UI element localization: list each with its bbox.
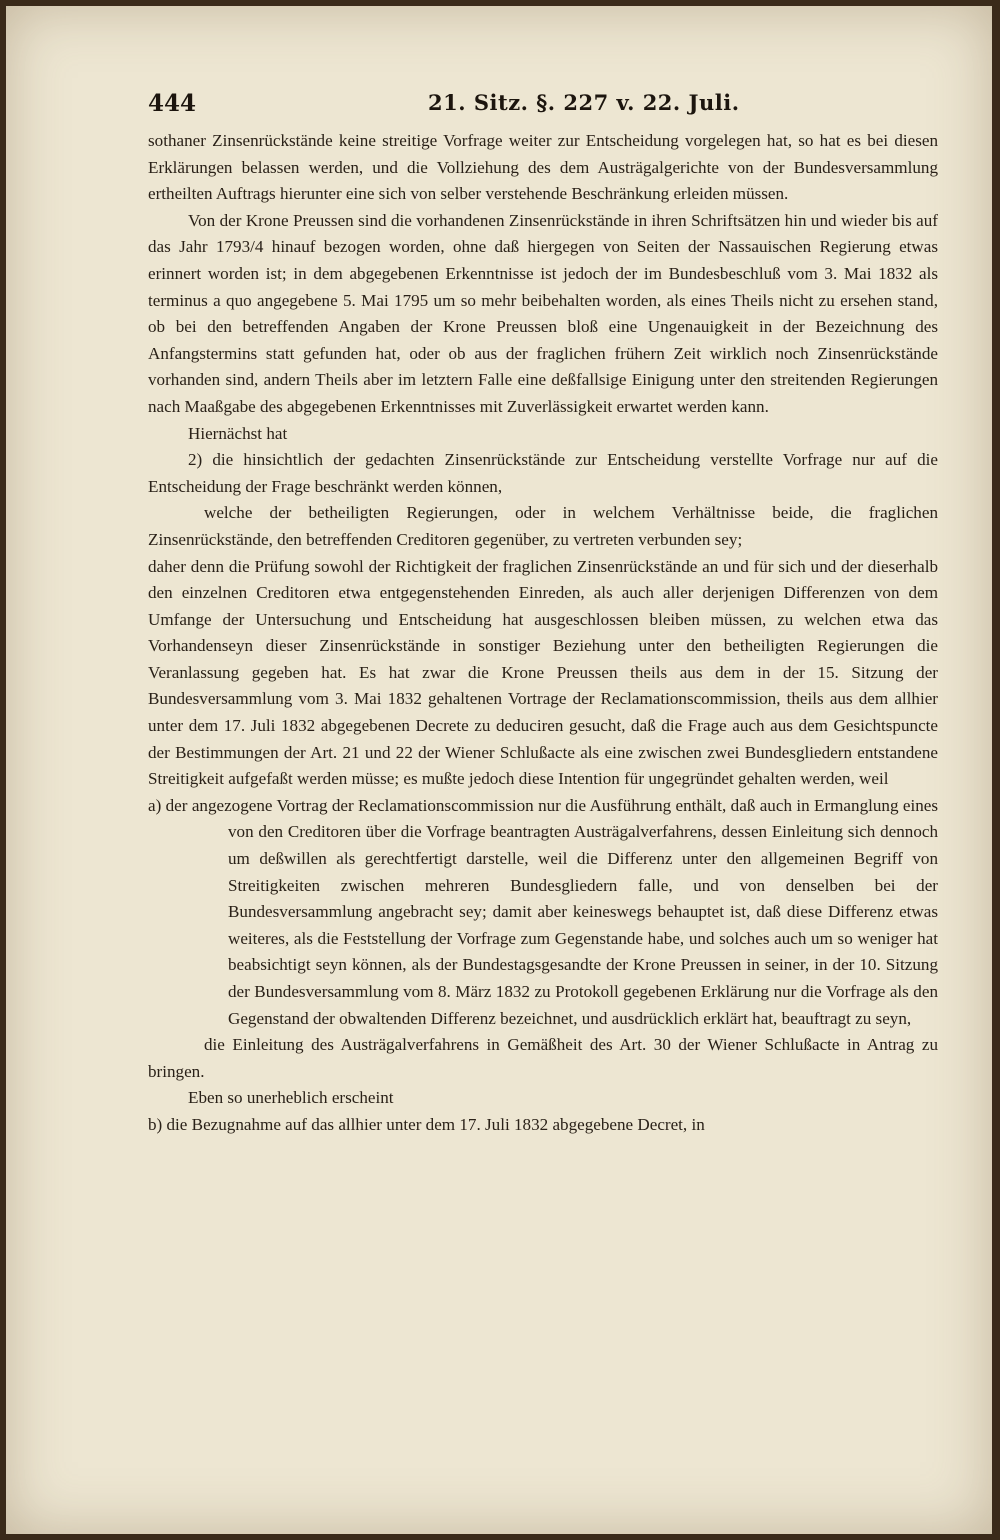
- paragraph: Von der Krone Preussen sind die vorhandenen Zinsenrückstände in ihren Schriftsätzen hin und wieder bis auf das Jahr 1793/4 hinauf bezogen worden, ohne daß hiergegen von Seiten der Nassauischen Regierung etwas erinnert worden ist; in dem abgegebenen Erkenntnisse ist jedoch der im Bundesbeschluß vom 3. Mai 1832 als terminus a quo angegebene 5. Mai 1795 um so mehr beibehalten worden, als eines Theils nicht zu ersehen stand, ob bei den betreffenden Angaben der Krone Preussen bloß eine Ungenauigkeit in der Bezeichnung des Anfangstermins statt gefunden hat, oder ob aus der fraglichen frühern Zeit wirklich noch Zinsenrückstände vorhanden sind, andern Theils aber im letztern Falle eine deßfallsige Einigung unter den streitenden Regierungen nach Maaßgabe des abgegebenen Erkenntnisses mit Zuverlässigkeit erwartet werden kann.: [148, 210, 938, 416]
- list-item-a: a) der angezogene Vortrag der Reclamationscommission nur die Ausführung enthält, daß auch in Ermanglung eines von den Creditoren über die Vorfrage beantragten Austrägalverfahrens, dessen Einleitung sich dennoch um deßwillen als gerechtfertigt darstelle, weil die Differenz unter den allgemeinen Begriff von Streitigkeiten zwischen mehreren Bundesgliedern falle, und von denselben bei der Bundesversammlung angebracht sey; damit aber keineswegs behauptet ist, daß diese Differenz etwas weiteres, als die Feststellung der Vorfrage zum Gegenstande habe, und solches auch um so weniger hat beabsichtigt seyn können, als der Bundestagsgesandte der Krone Preussen in seiner, in der 10. Sitzung der Bundesversammlung vom 8. März 1832 zu Protokoll gegebenen Erklärung nur die Vorfrage als den Gegenstand der obwaltenden Differenz bezeichnet, und ausdrücklich erklärt hat, beauftragt zu seyn,: [148, 795, 938, 1028]
- paragraph-continuation: sothaner Zinsenrückstände keine streitige Vorfrage weiter zur Entscheidung vorgelegen hat, so hat es bei diesen Erklärungen belassen werden, und die Vollziehung des dem Austrägalgerichte von der Bundesversammlung ertheilten Auftrags hierunter eine sich von selber verstehende Beschränkung erleiden müssen.: [148, 131, 938, 204]
- page-number: 444: [148, 90, 197, 117]
- list-item-a-continued: die Einleitung des Austrägalverfahrens in Gemäßheit des Art. 30 der Wiener Schlußacte in Antrag zu bringen.: [148, 1035, 938, 1081]
- paragraph-lead-in: Eben so unerheblich erscheint: [188, 1088, 394, 1108]
- indented-question: welche der betheiligten Regierungen, oder in welchem Verhältnisse beide, die fraglichen Zinsenrückstände, den betreffenden Creditoren gegenüber, zu vertreten verbunden sey;: [148, 503, 938, 549]
- paragraph: daher denn die Prüfung sowohl der Richtigkeit der fraglichen Zinsenrückstände an und für sich und der dieserhalb den einzelnen Creditoren etwa entgegenstehenden Einreden, als auch aller derjenigen Differenzen von dem Umfange der Untersuchung und Entscheidung hat ausgeschlossen bleiben müssen, zu welchen etwa das Vorhandenseyn dieser Zinsenrückstände in sonstiger Beziehung unter den betheiligten Regierungen die Veranlassung gegeben hat. Es hat zwar die Krone Preussen theils aus dem in der 15. Sitzung der Bundesversammlung vom 3. Mai 1832 gehaltenen Vortrage der Reclamationscommission, theils aus dem allhier unter dem 17. Juli 1832 abgegebenen Decrete zu deduciren gesucht, daß die Frage auch aus dem Gesichtspuncte der Bestimmungen der Art. 21 und 22 der Wiener Schlußacte als eine zwischen zwei Bundesgliedern entstandene Streitigkeit aufgefaßt werden müsse; es mußte jedoch diese Intention für ungegründet gehalten werden, weil: [148, 556, 938, 789]
- body-text: [148, 128, 938, 1139]
- document-page: [6, 6, 992, 1534]
- page-header: [148, 90, 938, 124]
- paragraph-lead-in: Hiernächst hat: [188, 423, 288, 443]
- list-item-b: b) die Bezugnahme auf das allhier unter dem 17. Juli 1832 abgegebene Decret, in: [148, 1114, 705, 1134]
- running-head: 21. Sitz. §. 227 v. 22. Juli.: [428, 90, 740, 115]
- numbered-point-2: 2) die hinsichtlich der gedachten Zinsenrückstände zur Entscheidung verstellte Vorfrage nur auf die Entscheidung der Frage beschränkt werden können,: [148, 450, 938, 496]
